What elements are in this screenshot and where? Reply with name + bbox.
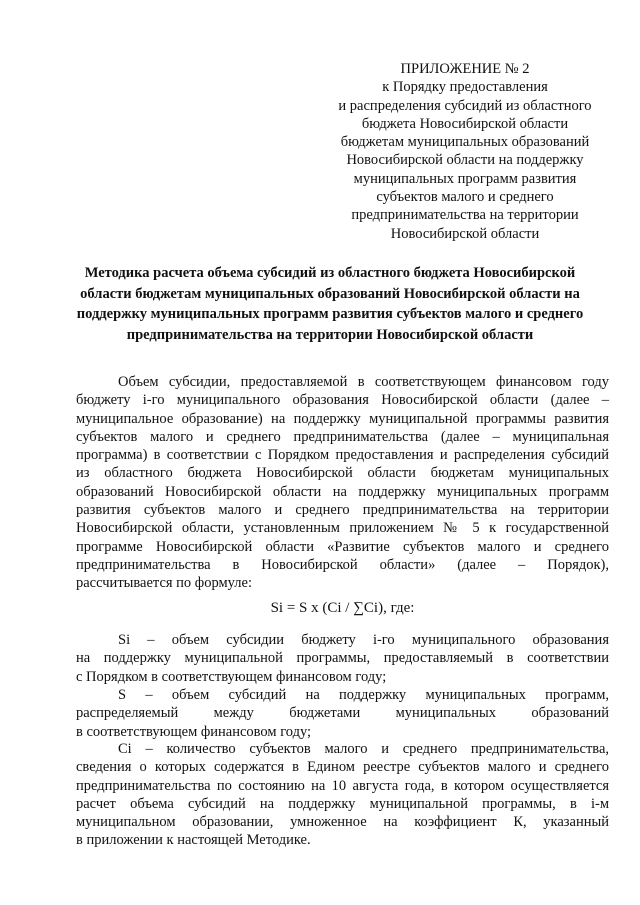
appendix-line: муниципальных программ развития [353, 170, 577, 187]
appendix-line: Новосибирской области [390, 225, 540, 242]
paragraph-line: S – объем субсидий на поддержку муниципальных программ, [118, 687, 609, 703]
definition-s [76, 686, 609, 741]
paragraph-line: распределяемый между бюджетами муниципальных образований [76, 705, 609, 722]
paragraph-line: предпринимательства в Новосибирской области» (далее – Порядок), [76, 556, 609, 573]
paragraph-line: рассчитывается по формуле: [76, 575, 252, 592]
appendix-line: бюджета Новосибирской области [361, 115, 569, 132]
appendix-line: Новосибирской области на поддержку [346, 152, 584, 169]
appendix-line: бюджетам муниципальных образований [340, 134, 590, 151]
paragraph-line: сведения о которых содержатся в Едином реестре субъектов малого и среднего [76, 759, 609, 776]
paragraph-line: Новосибирской области, установленным приложением № 5 к государственной [76, 520, 609, 537]
paragraph-line: Si – объем субсидии бюджету i-го муниципального образования [118, 632, 609, 648]
paragraph-line: расчет объема субсидий на поддержку муниципальной программы, в i-м [76, 795, 609, 812]
document-title [60, 263, 600, 345]
paragraph-line: Объем субсидии, предоставляемой в соответствующем финансовом году [118, 374, 609, 390]
definition-si [76, 631, 609, 686]
paragraph-line: программе Новосибирской области «Развитие субъектов малого и среднего [76, 538, 609, 555]
paragraph-line: на поддержку муниципальной программы, предоставляемый в соответствии [76, 650, 609, 667]
appendix-line: предпринимательства на территории [351, 207, 579, 224]
paragraph-line: Ci – количество субъектов малого и среднего предпринимательства, [118, 741, 609, 757]
paragraph-line: с Порядком в соответствующем финансовом году; [76, 668, 387, 685]
paragraph-line: из областного бюджета Новосибирской области бюджетам муниципальных [76, 465, 609, 482]
paragraph-line: в приложении к настоящей Методике. [76, 832, 311, 849]
appendix-header [330, 60, 600, 243]
paragraph-line: предпринимательства по состоянию на 10 августа года, в котором осуществляется [76, 777, 609, 794]
paragraph-line: муниципальное образование) на поддержку муниципальной программы развития [76, 410, 609, 427]
paragraph-line: муниципальном образовании, умноженное на коэффициент К, указанный [76, 814, 609, 831]
title-line: поддержку муниципальных программ развития субъектов малого и среднего [76, 306, 584, 322]
paragraph-line: в соответствующем финансовом году; [76, 723, 312, 740]
appendix-line: и распределения субсидий из областного [338, 97, 592, 114]
appendix-line: ПРИЛОЖЕНИЕ № 2 [400, 61, 530, 77]
paragraph-line: субъектов малого и среднего предпринимательства (далее – муниципальная [76, 428, 609, 445]
paragraph-line: программа) в соответствии с Порядком предоставления и распределения субсидий [76, 447, 609, 464]
formula: Si = S x (Ci / ∑Ci), где: [270, 600, 415, 616]
title-line: предпринимательства на территории Новосибирской области [126, 326, 534, 343]
intro-paragraph [76, 373, 609, 593]
paragraph-line: образований Новосибирской области на поддержку муниципальных программ [76, 483, 609, 500]
paragraph-line: бюджету i-го муниципального образования Новосибирской области (далее – [76, 392, 609, 409]
appendix-line: к Порядку предоставления [382, 79, 548, 96]
appendix-line: субъектов малого и среднего [376, 189, 554, 206]
title-line: области бюджетам муниципальных образований Новосибирской области на [80, 285, 580, 302]
paragraph-line: развития субъектов малого и среднего предпринимательства на территории [76, 502, 609, 519]
definition-ci [76, 740, 609, 850]
title-line: Методика расчета объема субсидий из областного бюджета Новосибирской [84, 265, 576, 281]
